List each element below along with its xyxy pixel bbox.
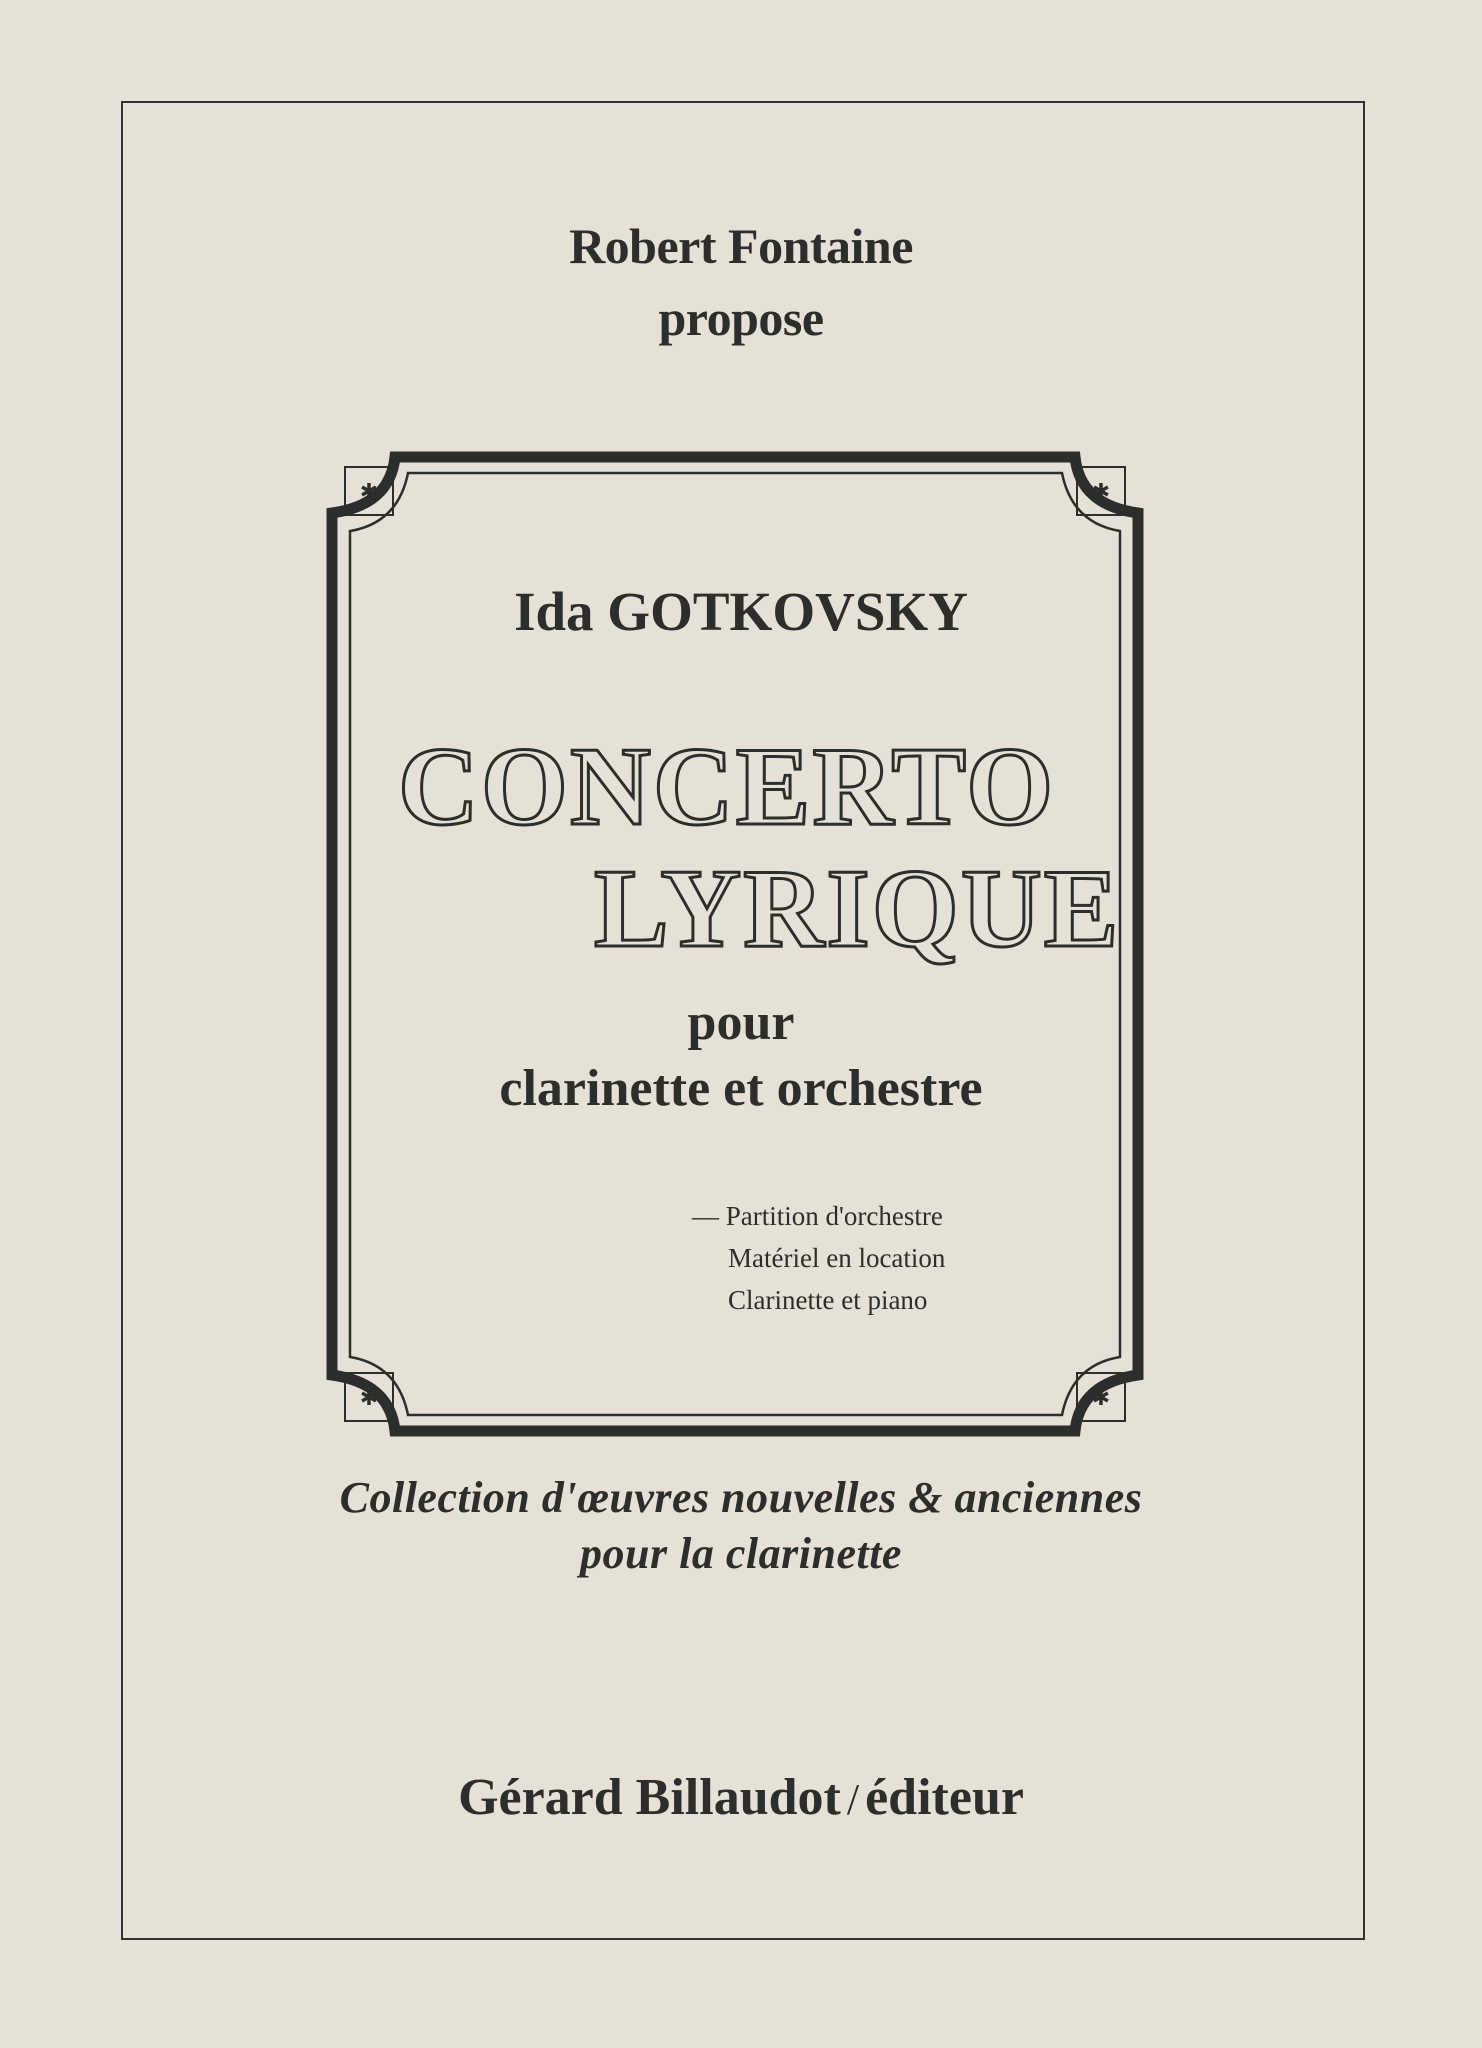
publisher-imprint — [0, 1768, 1482, 1827]
title-line-2: LYRIQUE — [594, 847, 1121, 971]
presenter-block — [0, 210, 1482, 354]
subtitle — [0, 990, 1482, 1122]
presenter-name: Robert Fontaine — [569, 218, 913, 274]
publisher-name: Gérard Billaudot — [458, 1769, 841, 1826]
edition-item: Clarinette et piano — [728, 1285, 928, 1315]
asterisk-icon: ✱ — [359, 1386, 379, 1411]
subtitle-line-1: pour — [687, 994, 795, 1051]
title-line-1: CONCERTO — [398, 725, 1056, 849]
composer-name: Ida GOTKOVSKY — [514, 581, 968, 642]
edition-list — [692, 1195, 945, 1321]
asterisk-icon: ✱ — [1091, 480, 1111, 505]
asterisk-icon: ✱ — [359, 480, 379, 505]
presenter-verb: propose — [658, 290, 824, 346]
edition-item: Matériel en location — [728, 1243, 946, 1273]
collection-line-2: pour la clarinette — [580, 1529, 902, 1578]
publisher-role: éditeur — [865, 1769, 1024, 1826]
subtitle-line-2: clarinette et orchestre — [499, 1060, 983, 1117]
edition-item: — Partition d'orchestre — [692, 1201, 943, 1231]
publisher-separator: / — [846, 1775, 860, 1824]
collection-line-1: Collection d'œuvres nouvelles & anciennes — [339, 1473, 1143, 1522]
collection-title — [0, 1470, 1482, 1582]
asterisk-icon: ✱ — [1091, 1386, 1111, 1411]
